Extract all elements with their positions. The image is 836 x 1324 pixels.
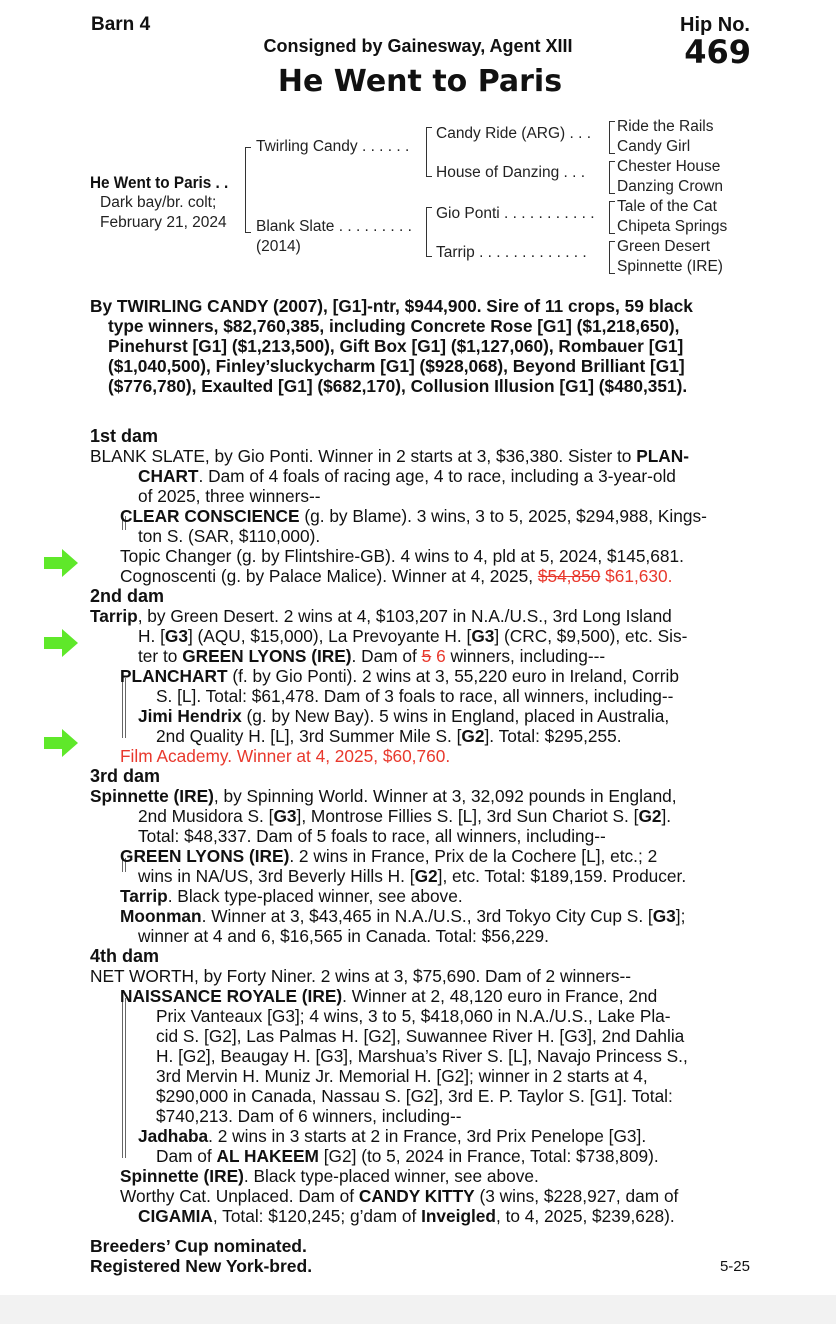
second-dam-text: ] (CRC, $9,500), etc. Sis- <box>494 626 688 646</box>
sibling-name: GREEN LYONS (IRE) <box>182 646 352 666</box>
pedigree-subject: He Went to Paris . . <box>90 173 229 192</box>
brace-g78 <box>609 241 615 274</box>
foal-record: ]. Total: $295,255. <box>484 726 622 746</box>
brace-g12 <box>609 121 615 154</box>
second-dam-text: H. [ <box>138 626 165 646</box>
foal-record: , to 4, 2025, $239,628). <box>495 1206 675 1226</box>
foal-name: AL HAKEEM <box>216 1146 319 1166</box>
foal-record: winner at 4 and 6, $16,565 in Canada. Total: $56,229. <box>138 926 549 946</box>
registration-note: Registered New York-bred. <box>90 1256 313 1276</box>
foal-record: . 2 wins in 3 starts at 2 in France, 3rd Prix Penelope [G3]. <box>208 1126 647 1146</box>
foal-record: . Winner at 3, $43,465 in N.A./U.S., 3rd Tokyo City Cup S. [ <box>201 906 653 926</box>
foal-record: . Black type-placed winner, see above. <box>243 1166 539 1186</box>
foal-name: CLEAR CONSCIENCE <box>120 506 300 526</box>
foal-name: Inveigled <box>421 1206 496 1226</box>
third-dam-text: Total: $48,337. Dam of 5 foals to race, all winners, including-- <box>138 826 606 846</box>
foal-record: . 2 wins in France, Prix de la Cochere [L], etc.; 2 <box>289 846 658 866</box>
brace-sire <box>426 127 432 177</box>
sire-paragraph <box>90 296 752 396</box>
foal-name: CANDY KITTY <box>358 1186 475 1206</box>
foal-record: 2nd Quality H. [L], 3rd Summer Mile S. [ <box>156 726 462 746</box>
second-dam-text: ] (AQU, $15,000), La Prevoyante H. [ <box>187 626 472 646</box>
brace-g34 <box>609 161 615 194</box>
foal-record: S. [L]. Total: $61,478. Dam of 3 foals to race, all winners, including-- <box>156 686 674 706</box>
fourth-dam-text: NET WORTH, by Forty Niner. 2 wins at 3, $75,690. Dam of 2 winners-- <box>90 966 632 986</box>
old-count: 5 <box>421 646 432 666</box>
pedigree-sire-sire: Candy Ride (ARG) . . . <box>436 125 592 142</box>
footer-notes <box>90 1236 312 1276</box>
pedigree-g7: Green Desert <box>617 238 711 255</box>
foal-record: (g. by Blame). 3 wins, 3 to 5, 2025, $294,988, Kings- <box>299 506 707 526</box>
pedigree-subject-desc: Dark bay/br. colt; <box>100 194 217 211</box>
first-dam-heading: 1st dam <box>90 426 159 446</box>
page-code: 5-25 <box>719 1258 750 1275</box>
foal-record: Prix Vanteaux [G3]; 4 wins, 3 to 5, $418,060 in N.A./U.S., Lake Pla- <box>156 1006 671 1026</box>
foal-record: , Total: $120,245; g’dam of <box>212 1206 422 1226</box>
first-dam-text: of 2025, three winners-- <box>138 486 321 506</box>
second-dam-text: . Dam of <box>351 646 422 666</box>
new-foal-record: Film Academy. Winner at 4, 2025, $60,760. <box>120 746 451 766</box>
first-dam-sister-cont: CHART <box>138 466 199 486</box>
second-dam-text: winners, including--- <box>445 646 606 666</box>
grade: G3 <box>164 626 188 646</box>
sire-line: type winners, $82,760,385, including Concrete Rose [G1] ($1,218,650), <box>108 316 680 336</box>
consignor-line: Consigned by Gainesway, Agent XIII <box>263 36 573 56</box>
brace-subject <box>245 147 251 233</box>
grade: G2 <box>461 726 485 746</box>
grade: G2 <box>414 866 438 886</box>
arrow-icon <box>42 627 80 659</box>
foal-record: Worthy Cat. Unplaced. Dam of <box>120 1186 359 1206</box>
foal-name: CIGAMIA <box>138 1206 213 1226</box>
foal-record: (g. by New Bay). 5 wins in England, placed in Australia, <box>241 706 670 726</box>
pedigree-subject-date: February 21, 2024 <box>100 214 227 231</box>
foal-record: . Winner at 2, 48,120 euro in France, 2nd <box>342 986 658 1006</box>
second-dam-heading: 2nd dam <box>90 586 165 606</box>
grade: G2 <box>638 806 662 826</box>
pedigree-g2: Candy Girl <box>617 138 691 155</box>
foal-record: [G2] (to 5, 2024 in France, Total: $738,809). <box>318 1146 659 1166</box>
updated-earnings: $61,630. <box>605 566 673 586</box>
second-dam-name: Tarrip <box>90 606 138 626</box>
foal-record: ton S. (SAR, $110,000). <box>138 526 321 546</box>
third-dam-text: ], Montrose Fillies S. [L], 3rd Sun Chariot S. [ <box>296 806 639 826</box>
first-dam-sister: PLAN- <box>636 446 690 466</box>
grade: G3 <box>471 626 495 646</box>
foal-record: H. [G2], Beaugay H. [G3], Marshua’s River S. [L], Navajo Princess S., <box>156 1046 688 1066</box>
foal-record: cid S. [G2], Las Palmas H. [G2], Suwannee River H. [G3], 2nd Dahlia <box>156 1026 685 1046</box>
arrow-icon <box>42 727 80 759</box>
foal-name: Moonman <box>120 906 202 926</box>
catalog-body <box>90 296 752 1226</box>
foal-name: Jadhaba <box>138 1126 209 1146</box>
arrow-icon <box>42 547 80 579</box>
second-dam-text: , by Green Desert. 2 wins at 4, $103,207 in N.A./U.S., 3rd Long Island <box>137 606 672 626</box>
foal-record: $740,213. Dam of 6 winners, including-- <box>156 1106 462 1126</box>
pedigree-g8: Spinnette (IRE) <box>617 258 723 275</box>
foal-name: Tarrip <box>120 886 168 906</box>
horse-title: He Went to Paris <box>277 64 563 99</box>
pedigree-sire: Twirling Candy . . . . . . <box>256 138 410 155</box>
foal-name: NAISSANCE ROYALE (IRE) <box>120 986 343 1006</box>
pedigree-g5: Tale of the Cat <box>617 198 717 215</box>
sire-line: ($1,040,500), Finley’sluckycharm [G1] ($928,068), Beyond Brilliant [G1] <box>108 356 685 376</box>
foal-name: Spinnette (IRE) <box>120 1166 244 1186</box>
barn-label: Barn 4 <box>91 14 151 35</box>
pedigree-g6: Chipeta Springs <box>617 218 728 235</box>
pedigree-g3: Chester House <box>617 158 721 175</box>
pedigree-dam-year: (2014) <box>256 238 301 255</box>
pedigree-dam-sire: Gio Ponti . . . . . . . . . . . <box>436 205 595 222</box>
third-dam-text: , by Spinning World. Winner at 3, 32,092 pounds in England, <box>213 786 677 806</box>
foal-record: . Black type-placed winner, see above. <box>167 886 463 906</box>
first-dam-text: . Dam of 4 foals of racing age, 4 to race, including a 3-year-old <box>198 466 676 486</box>
foal-record: (3 wins, $228,927, dam of <box>474 1186 679 1206</box>
foal-record: wins in NA/US, 3rd Beverly Hills H. [ <box>138 866 415 886</box>
grade: G3 <box>652 906 676 926</box>
foal-record: Dam of <box>156 1146 217 1166</box>
breeders-cup-note: Breeders’ Cup nominated. <box>90 1236 307 1256</box>
third-dam-heading: 3rd dam <box>90 766 161 786</box>
third-dam-name: Spinnette (IRE) <box>90 786 214 806</box>
foal-record: (f. by Gio Ponti). 2 wins at 3, 55,220 euro in Ireland, Corrib <box>227 666 679 686</box>
foal-record: $290,000 in Canada, Nassau S. [G2], 3rd E. P. Taylor S. [G1]. Total: <box>156 1086 673 1106</box>
first-dam-text: BLANK SLATE, by Gio Ponti. Winner in 2 starts at 3, $36,380. Sister to <box>90 446 637 466</box>
grade: G3 <box>273 806 297 826</box>
pedigree-sire-dam: House of Danzing . . . <box>436 164 586 181</box>
foal-name: Jimi Hendrix <box>138 706 242 726</box>
updated-count: 6 <box>436 646 446 666</box>
pedigree-dam-dam: Tarrip . . . . . . . . . . . . . <box>436 244 587 261</box>
hip-label: Hip No. <box>680 14 750 36</box>
hip-number: 469 <box>684 33 751 71</box>
foal-record: ], etc. Total: $189,159. Producer. <box>437 866 687 886</box>
sire-line: By TWIRLING CANDY (2007), [G1]-ntr, $944,900. Sire of 11 crops, 59 black <box>90 296 693 316</box>
foal-record: 3rd Mervin H. Muniz Jr. Memorial H. [G2]; winner in 2 starts at 4, <box>156 1066 648 1086</box>
foal-name: PLANCHART <box>120 666 228 686</box>
old-earnings: $54,850 <box>537 566 601 586</box>
foal-record: Topic Changer (g. by Flintshire-GB). 4 wins to 4, pld at 5, 2024, $145,681. <box>120 546 684 566</box>
pedigree-g1: Ride the Rails <box>617 118 714 135</box>
second-dam-text: ter to <box>138 646 183 666</box>
foal-name: GREEN LYONS (IRE) <box>120 846 290 866</box>
pedigree-dam: Blank Slate . . . . . . . . . <box>256 218 412 235</box>
foal-record: Cognoscenti (g. by Palace Malice). Winner at 4, 2025, <box>120 566 538 586</box>
sire-line: ($776,780), Exaulted [G1] ($682,170), Collusion Illusion [G1] ($480,351). <box>108 376 688 396</box>
brace-dam <box>426 207 432 257</box>
sire-line: Pinehurst [G1] ($1,213,500), Gift Box [G1] ($1,127,060), Rombauer [G1] <box>108 336 684 356</box>
brace-g56 <box>609 201 615 234</box>
third-dam-text: ]. <box>661 806 672 826</box>
third-dam-text: 2nd Musidora S. [ <box>138 806 274 826</box>
fourth-dam-heading: 4th dam <box>90 946 160 966</box>
pedigree-g4: Danzing Crown <box>617 178 723 195</box>
foal-record: ]; <box>675 906 686 926</box>
